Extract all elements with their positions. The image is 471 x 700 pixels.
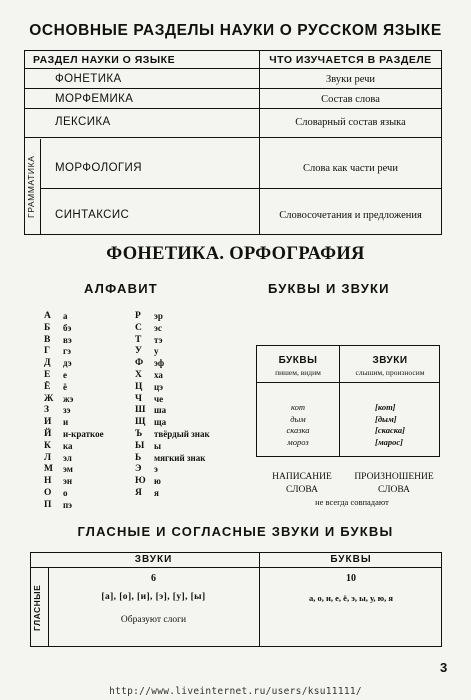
letter-name: твёрдый знак — [154, 428, 210, 439]
letter-name: ка — [63, 440, 73, 451]
sections-table — [24, 50, 442, 235]
group-label-grammar: ГРАММАТИКА — [26, 155, 36, 218]
page-title: ОСНОВНЫЕ РАЗДЕЛЫ НАУКИ О РУССКОМ ЯЗЫКЕ — [29, 22, 442, 39]
letter-name: ща — [154, 417, 167, 428]
letter: Р — [135, 311, 141, 321]
letter: Ю — [135, 476, 146, 487]
letters-head: БУКВЫ — [278, 355, 318, 366]
alphabet-row — [44, 311, 210, 323]
letter: У — [135, 346, 142, 357]
section-name: СИНТАКСИС — [55, 209, 130, 221]
letter: Ё — [44, 381, 51, 392]
word: кот — [290, 402, 306, 412]
transcription: [скаска] — [375, 425, 405, 435]
letter: М — [44, 464, 53, 475]
letter: Й — [44, 428, 52, 439]
section-content: Слова как части речи — [303, 163, 398, 174]
alphabet-row — [44, 358, 210, 370]
letter-name: зэ — [63, 405, 71, 416]
letter: Н — [44, 476, 52, 487]
letter: Д — [44, 358, 51, 369]
letter-name: а — [63, 311, 68, 321]
letter: Ъ — [135, 428, 143, 439]
vowels-title: ГЛАСНЫЕ И СОГЛАСНЫЕ ЗВУКИ И БУКВЫ — [77, 524, 394, 539]
section-content: Словарный состав языка — [295, 117, 406, 128]
letter-name: эн — [63, 476, 73, 487]
row-label-vowels: ГЛАСНЫЕ — [32, 584, 42, 631]
letter: В — [44, 334, 51, 345]
mismatch-note: не всегда совпадают — [315, 497, 389, 507]
section-name: МОРФОЛОГИЯ — [55, 162, 142, 174]
letter: С — [135, 322, 142, 333]
section-content: Словосочетания и предложения — [279, 210, 422, 221]
word: сказка — [286, 425, 310, 435]
letter — [135, 500, 154, 512]
letter: Э — [135, 464, 142, 475]
letters-sounds-table — [256, 345, 440, 457]
letters-sounds-title: БУКВЫ И ЗВУКИ — [268, 281, 390, 296]
alphabet-row — [44, 417, 210, 429]
letter: П — [44, 499, 52, 510]
letter: К — [44, 440, 51, 451]
letters-list: а, о, и, е, ё, э, ы, у, ю, я — [309, 593, 393, 603]
letter-name: у — [154, 346, 159, 357]
letter-name: тэ — [154, 334, 163, 345]
letter: З — [44, 405, 50, 416]
alphabet-row — [44, 441, 210, 453]
letter-name: гэ — [63, 346, 71, 357]
section-title: ФОНЕТИКА. ОРФОГРАФИЯ — [106, 244, 365, 264]
alphabet-row — [44, 335, 210, 347]
letter: Ч — [135, 393, 142, 404]
letter-name: эр — [154, 311, 163, 321]
sounds-head: ЗВУКИ — [372, 355, 408, 366]
letter-name: о — [63, 487, 68, 498]
sounds-count: 6 — [151, 573, 156, 584]
letter: Ф — [135, 358, 144, 369]
letter: Ж — [44, 393, 54, 404]
transcription: [кот] — [375, 402, 396, 412]
letter-name: и — [63, 417, 69, 428]
letter-name: ё — [63, 381, 67, 392]
letter-name: мягкий знак — [154, 452, 206, 463]
header-content: ЧТО ИЗУЧАЕТСЯ В РАЗДЕЛЕ — [269, 54, 432, 66]
section-name: ЛЕКСИКА — [55, 116, 111, 128]
writing-label: НАПИСАНИЕ — [272, 472, 332, 482]
alphabet-row — [44, 453, 210, 465]
letter: Ц — [135, 381, 143, 392]
section-name: ФОНЕТИКА — [55, 73, 122, 85]
vowels-table — [30, 552, 442, 647]
sounds-head: ЗВУКИ — [134, 554, 173, 565]
letter: Х — [135, 369, 142, 380]
letter-name: и-краткое — [63, 428, 104, 439]
alphabet-row — [44, 476, 210, 488]
letter-name: ы — [154, 440, 162, 451]
letter-name: дэ — [63, 358, 72, 369]
alphabet-row — [44, 323, 210, 335]
letter-name: вэ — [63, 334, 72, 345]
transcription: [марос] — [375, 436, 404, 447]
letter-name: цэ — [154, 381, 164, 392]
letter-name: е — [63, 369, 67, 380]
alphabet-row — [44, 500, 210, 512]
sounds-list: [а], [о], [и], [э], [у], [ы] — [101, 592, 206, 602]
sounds-sub: слышим, произносим — [355, 368, 425, 377]
letter: Ы — [135, 440, 145, 451]
letter-name: жэ — [63, 393, 74, 404]
letter: И — [44, 417, 52, 428]
pronunciation-label: ПРОИЗНОШЕНИЕ — [354, 472, 434, 482]
alphabet-row — [44, 405, 210, 417]
section-name: МОРФЕМИКА — [55, 93, 134, 105]
letter-name: ю — [154, 476, 161, 487]
letter-name: че — [154, 393, 164, 404]
alphabet-list — [44, 311, 210, 512]
alphabet-row — [44, 394, 210, 406]
letter: Щ — [135, 417, 146, 428]
syllable-note: Образуют слоги — [120, 615, 187, 625]
letter-name: бэ — [63, 322, 72, 333]
letter: Ш — [135, 405, 146, 416]
watermark-url: http://www.liveinternet.ru/users/ksu11111/ — [109, 686, 362, 697]
letter-name: пэ — [63, 499, 73, 510]
header-section: РАЗДЕЛ НАУКИ О ЯЗЫКЕ — [33, 54, 176, 66]
letters-count: 10 — [346, 573, 356, 584]
letter-name: эл — [63, 452, 72, 463]
word: дым — [290, 413, 306, 424]
word: мороз — [287, 436, 309, 447]
letter: А — [44, 311, 51, 321]
letter: Л — [44, 452, 52, 463]
alphabet-row — [44, 488, 210, 500]
letter-name: ша — [154, 405, 167, 416]
letter-name: я — [154, 487, 159, 498]
alphabet-row — [44, 464, 210, 476]
letter: Т — [135, 334, 142, 345]
letters-sub: пишем, видим — [275, 368, 321, 377]
letter: Ь — [135, 452, 142, 463]
alphabet-row — [44, 382, 210, 394]
word-label-left: СЛОВА — [285, 485, 318, 495]
letter-name: эм — [63, 464, 73, 475]
section-content: Звуки речи — [325, 74, 375, 85]
letter: Е — [44, 369, 51, 380]
transcription: [дым] — [375, 413, 397, 424]
letter-name: ха — [154, 369, 163, 380]
letter-name: эс — [154, 322, 162, 333]
section-content: Состав слова — [321, 94, 380, 105]
alphabet-row — [44, 370, 210, 382]
letter: Я — [135, 487, 142, 498]
letter: О — [44, 487, 52, 498]
letters-head: БУКВЫ — [330, 554, 372, 565]
letter: Г — [44, 346, 51, 357]
letter-name: эф — [154, 358, 165, 369]
alphabet-row — [44, 346, 210, 358]
letter: Б — [44, 322, 51, 333]
page-number: 3 — [440, 660, 448, 675]
alphabet-title: АЛФАВИТ — [84, 281, 158, 296]
word-label-right: СЛОВА — [377, 485, 410, 495]
alphabet-row — [44, 429, 210, 441]
letter-name: э — [154, 464, 158, 475]
